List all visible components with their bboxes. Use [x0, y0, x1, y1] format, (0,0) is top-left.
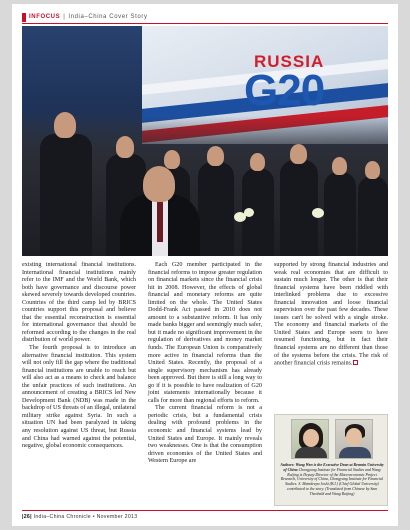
- page-number: |26|: [22, 514, 32, 520]
- delegate-figure: [198, 162, 234, 256]
- delegate-figure: [40, 134, 92, 256]
- header-rule: [22, 23, 388, 24]
- author-body: [295, 447, 327, 459]
- foreground-head: [143, 166, 175, 202]
- table-flowers: [312, 208, 324, 218]
- paragraph: [274, 262, 388, 368]
- section-header: [22, 12, 148, 22]
- delegate-head: [54, 112, 76, 138]
- article-body: [22, 262, 388, 508]
- delegate-head: [164, 150, 180, 169]
- g20-summit-photo: [22, 26, 388, 256]
- delegate-figure: [280, 160, 318, 256]
- header-separator: |: [63, 14, 66, 20]
- delegate-head: [116, 136, 134, 158]
- table-flowers: [244, 208, 254, 217]
- author-box: [274, 414, 388, 506]
- delegate-head: [250, 153, 265, 171]
- delegate-head: [365, 161, 380, 179]
- banner-logo-text: RUSSIA: [254, 52, 325, 71]
- article-column-3: [274, 262, 388, 368]
- issue-date: November 2013: [96, 514, 138, 520]
- author-face: [346, 428, 362, 446]
- section-title: India–China Cover Story: [68, 14, 148, 20]
- delegate-head: [332, 157, 347, 175]
- end-of-story-icon: [353, 360, 358, 365]
- delegate-head: [207, 146, 224, 166]
- paragraph: The fourth proposal is to introduce an alternative financial institution. This system will not only fill the gap where the traditional financial institutions are unable to reach but will also act as a means to check and balance the unfair practices of such institutions. An announcement of creating a BRICS led New Development Bank (NDB) was made in the backdrop of US threats of an illegal, unilateral military strike against Syria. In such a situation UN had been paralyzed in taking any resolution against US threat, but Russia and China had warned against the potential, negative, global economic consequences.: [22, 345, 136, 450]
- delegate-figure: [324, 172, 356, 256]
- delegate-figure: [358, 176, 388, 256]
- page-footer: [22, 514, 137, 520]
- footer-rule: [22, 510, 388, 511]
- author-bio: [280, 463, 384, 496]
- delegate-head: [290, 144, 307, 164]
- translation-credit: (Translated from Chinese by Sam Theobald and Wang Ruijing): [309, 486, 378, 496]
- publication-name: India–China Chronicle: [33, 514, 91, 520]
- magazine-page: [12, 4, 398, 526]
- paragraph: The current financial reform is not a periodic crisis, but a fundamental crisis dealing with profound problems in the economic and financial systems lead by United States and Europe. It mainly reveals two weaknesses. One is that the consumption driven economies of the United States and Western Europe are: [148, 405, 262, 465]
- header-accent-bar: [22, 13, 26, 22]
- paragraph: existing international financial institutions. International financial institutions mainly refer to the IMF and the World Bank, which both have governance and discourse power skewed severely towards developed countries. Countries of the third camp led by BRICS countries support this proposal and believe that the essential reconstruction is essential for international governance that should be reformed according to the changes in the real distribution of world power.: [22, 262, 136, 344]
- section-name: INFOCUS: [29, 14, 61, 20]
- foreground-tie: [157, 202, 163, 242]
- author-face: [303, 429, 319, 447]
- author-body: [339, 447, 371, 459]
- author-bio-text: Chongyang Institute for Financial Studies and Wang Ruijing is Deputy Director of the Macroeconomic Project Research, University of China, Chongyang Institute for Financial Studies. S. Mamdeepa Joshi (B.I.) (Chief Global University) contributed to the story.: [280, 467, 384, 491]
- footer-separator: •: [90, 514, 97, 520]
- article-column-2: [148, 262, 262, 466]
- paragraph: Each G20 member participated in the financial reforms to impose greater regulation on financial markets since the financial crisis hit in 2008. However, the effects of global financial and monetary reforms are quite limited on the whole. The United States Dodd-Frank Act passed in 2010 does not amount to a substantive reform. It has only made banks bigger and seemingly much safer, but it made no significant improvement in the regulation of derivatives and money market funds. The European Union is comparatively more active in financial reforms than the United States. Recently, the proposal of a single supervisory mechanism has already been approved. But there is still a long way to go if it is possible to have realization of G20 joint statements internationally because it calls for more than regional efforts to reform.: [148, 262, 262, 404]
- g20-logo: G20: [244, 66, 325, 115]
- article-column-1: [22, 262, 136, 451]
- paragraph-text: supported by strong financial industries and weak real economies that are difficult to sustain much longer. The other is that their financial systems have been riddled with interlinked problems due to excessive financial innovation and loose financial supervision over the past few decades. These issues can't be solved with a single stroke. The economy and financial markets of the United States and Europe seem to have resumed functioning, but in fact their financial systems are no different than those of the systems before the crisis. The risk of another financial crisis remains.: [274, 262, 388, 367]
- author-photo: [335, 419, 373, 459]
- author-photo: [291, 419, 329, 459]
- author-bio-lead: Authors: Wang Wen is the Executive Dean at Renmin University of China: [280, 463, 384, 472]
